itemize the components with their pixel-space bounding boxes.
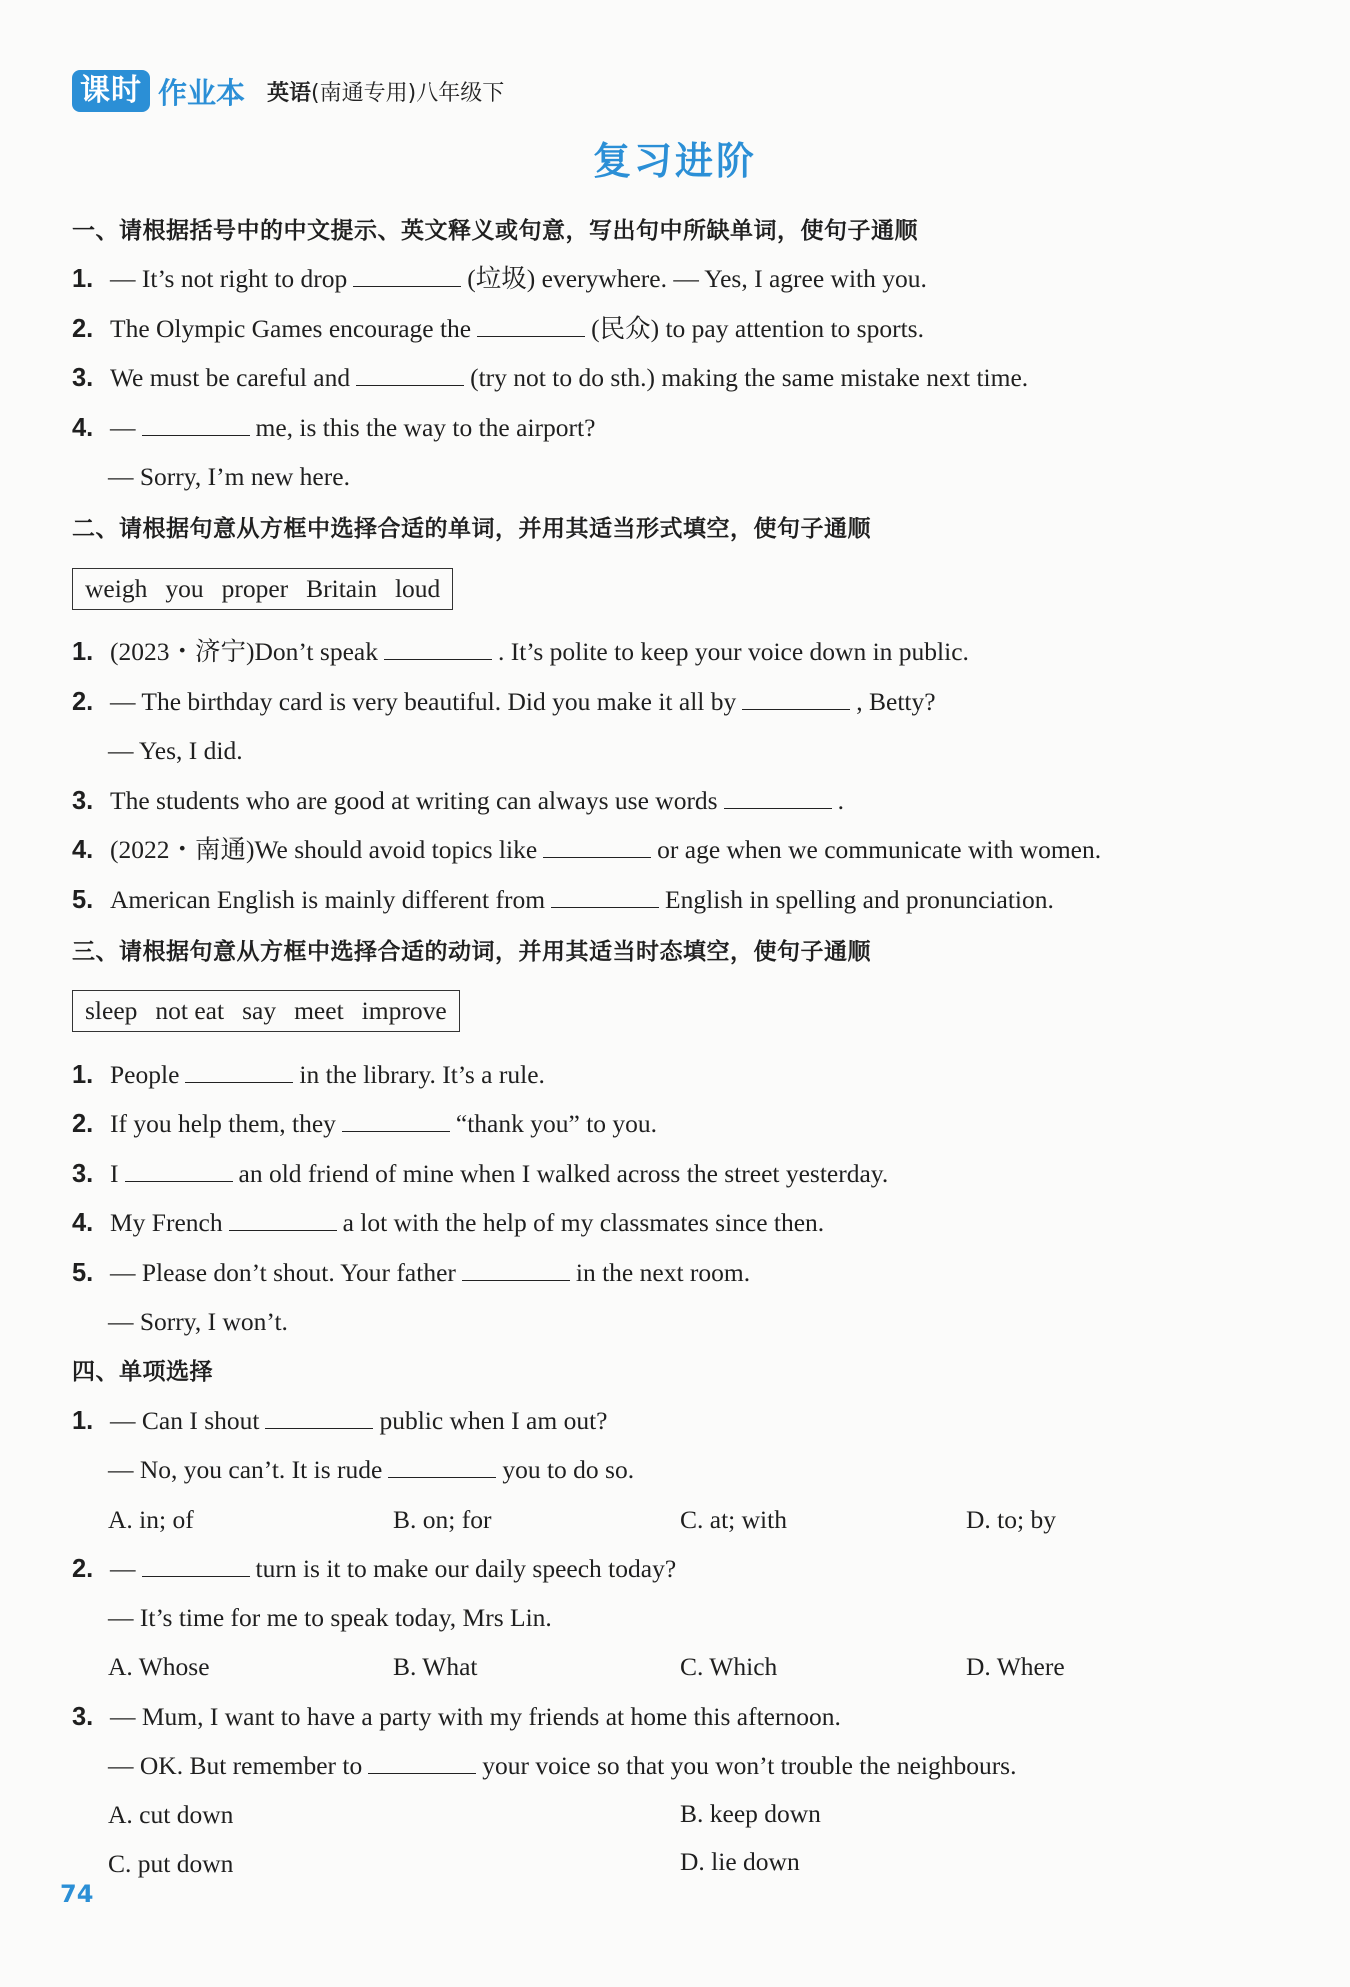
word-box-3 (72, 990, 460, 1032)
word-option: say (242, 996, 277, 1025)
answer-blank[interactable] (265, 1404, 373, 1429)
word-option: improve (361, 996, 447, 1025)
answer-blank[interactable] (462, 1256, 570, 1281)
s1-q3: 3. We must be careful and (try not to do sth.) making the same mistake next time. (72, 363, 1029, 392)
word-option: Britain (306, 574, 377, 603)
word-option: loud (394, 574, 441, 603)
answer-blank[interactable] (368, 1749, 476, 1774)
choice-c[interactable]: C. Which (680, 1652, 778, 1681)
s3-q2: 2. If you help them, they “thank you” to you. (72, 1109, 658, 1138)
answer-blank[interactable] (356, 361, 464, 386)
choice-a[interactable]: A. in; of (108, 1505, 194, 1534)
word-option: not eat (155, 996, 225, 1025)
word-box-2 (72, 568, 453, 610)
s2-q3: 3. The students who are good at writing can always use words . (72, 786, 844, 815)
section-2-heading: 二、请根据句意从方框中选择合适的单词，并用其适当形式填空，使句子通顺 (72, 516, 871, 542)
choice-a[interactable]: A. cut down (108, 1800, 234, 1829)
answer-blank[interactable] (353, 262, 461, 287)
s4-q2-reply: — It’s time for me to speak today, Mrs Lin. (108, 1603, 552, 1632)
choice-b[interactable]: B. keep down (680, 1799, 821, 1828)
s4-q1: 1. — Can I shout public when I am out? (72, 1406, 608, 1435)
answer-blank[interactable] (742, 685, 850, 710)
word-option: proper (221, 574, 289, 603)
answer-blank[interactable] (342, 1107, 450, 1132)
s2-q2: 2. — The birthday card is very beautiful. Did you make it all by , Betty? (72, 687, 936, 716)
section-3-heading: 三、请根据句意从方框中选择合适的动词，并用其适当时态填空，使句子通顺 (72, 939, 871, 965)
s2-q1: 1. (2023・济宁)Don’t speak . It’s polite to keep your voice down in public. (72, 637, 969, 666)
s3-q4: 4. My French a lot with the help of my classmates since then. (72, 1208, 825, 1237)
s2-q2-reply: — Yes, I did. (108, 736, 243, 765)
logo: 课时 (72, 70, 150, 112)
answer-blank[interactable] (229, 1206, 337, 1231)
choice-b[interactable]: B. on; for (393, 1505, 492, 1534)
word-option: meet (294, 996, 344, 1025)
word-option: you (165, 574, 204, 603)
answer-blank[interactable] (125, 1157, 233, 1182)
section-4-heading: 四、单项选择 (72, 1359, 213, 1385)
answer-blank[interactable] (551, 883, 659, 908)
choice-a[interactable]: A. Whose (108, 1652, 210, 1681)
s1-q2: 2. The Olympic Games encourage the (民众) to pay attention to sports. (72, 314, 924, 343)
s3-q5: 5. — Please don’t shout. Your father in the next room. (72, 1258, 751, 1287)
answer-blank[interactable] (142, 411, 250, 436)
answer-blank[interactable] (142, 1552, 250, 1577)
answer-blank[interactable] (388, 1453, 496, 1478)
choice-c[interactable]: C. put down (108, 1849, 234, 1878)
s2-q4: 4. (2022・南通)We should avoid topics like or age when we communicate with women. (72, 835, 1102, 864)
page-header (72, 68, 504, 114)
s3-q5-reply: — Sorry, I won’t. (108, 1307, 288, 1336)
answer-blank[interactable] (724, 784, 832, 809)
answer-blank[interactable] (185, 1058, 293, 1083)
s4-q3: 3. — Mum, I want to have a party with my friends at home this afternoon. (72, 1702, 841, 1731)
s4-q3-reply: — OK. But remember to your voice so that you won’t trouble the neighbours. (108, 1751, 1017, 1780)
s4-q1-reply: — No, you can’t. It is rude you to do so. (108, 1455, 635, 1484)
choice-d[interactable]: D. to; by (966, 1505, 1056, 1534)
s2-q5: 5. American English is mainly different from English in spelling and pronunciation. (72, 885, 1054, 914)
choice-d[interactable]: D. lie down (680, 1847, 800, 1876)
word-option: weigh (85, 574, 148, 603)
subject-label: 英语(南通专用)八年级下 (267, 80, 505, 106)
s1-q1: 1. — It’s not right to drop (垃圾) everywhere. — Yes, I agree with you. (72, 264, 927, 293)
s3-q3: 3. I an old friend of mine when I walked across the street yesterday. (72, 1159, 889, 1188)
word-option: sleep (85, 996, 138, 1025)
s1-q4-reply: — Sorry, I’m new here. (108, 462, 350, 491)
choice-d[interactable]: D. Where (966, 1652, 1065, 1681)
choice-c[interactable]: C. at; with (680, 1505, 787, 1534)
section-1-heading: 一、请根据括号中的中文提示、英文释义或句意，写出句中所缺单词，使句子通顺 (72, 218, 918, 244)
brand-name: 作业本 (158, 75, 246, 110)
s3-q1: 1. People in the library. It’s a rule. (72, 1060, 545, 1089)
s1-q4: 4. — me, is this the way to the airport? (72, 413, 596, 442)
page-title: 复习进阶 (592, 139, 757, 183)
s4-q2: 2. — turn is it to make our daily speech today? (72, 1554, 677, 1583)
page-number: 74 (60, 1880, 94, 1908)
answer-blank[interactable] (543, 833, 651, 858)
answer-blank[interactable] (384, 635, 492, 660)
answer-blank[interactable] (477, 312, 585, 337)
choice-b[interactable]: B. What (393, 1652, 478, 1681)
